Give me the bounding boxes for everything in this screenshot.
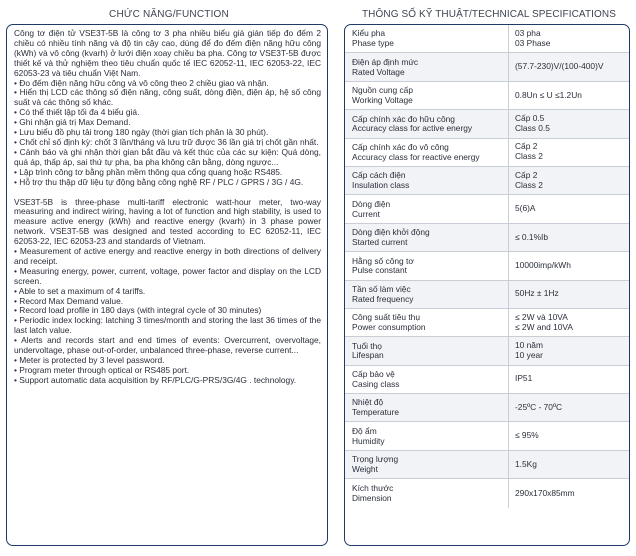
function-list-en (14, 247, 321, 386)
spec-label-en: Current (352, 208, 380, 219)
function-bullet: • Record load profile in 180 days (with integral cycle of 30 minutes) (14, 306, 321, 316)
spec-label (345, 224, 509, 251)
spec-value-line: 1.5Kg (515, 458, 537, 469)
spec-value (509, 25, 629, 52)
spec-label (345, 422, 509, 449)
spec-label-en: Insulation class (352, 180, 410, 191)
spec-value-line: 5(6)A (515, 203, 536, 214)
spec-value-line: Cấp 2 (515, 141, 538, 152)
spec-label-vi: Tần số làm việc (352, 283, 411, 294)
spec-value-line: ≤ 2W and 10VA (515, 321, 573, 332)
spec-label-en: Casing class (352, 378, 400, 389)
spec-label-vi: Cấp bảo vệ (352, 369, 395, 380)
spec-label (345, 366, 509, 393)
function-bullet: • Cảnh báo và ghi nhận thời gian bắt đầu và kết thúc của các sự kiện: Quá dòng, quá áp, thấp áp, sai thứ tự pha, ba pha không cân bằng, dòng ngược... (14, 148, 321, 168)
spec-row (345, 224, 629, 252)
function-bullet: • Có thể thiết lập tối đa 4 biểu giá. (14, 108, 321, 118)
spec-row (345, 252, 629, 280)
spec-value-line: 290x170x85mm (515, 487, 575, 498)
function-bullet: • Measurement of active energy and reactive energy in both directions of delivery and receipt. (14, 247, 321, 267)
spec-label (345, 309, 509, 336)
spec-label (345, 394, 509, 421)
spec-label-en: Accuracy class for active energy (352, 123, 473, 134)
function-bullet: • Record Max Demand value. (14, 297, 321, 307)
spec-value-line: ≤ 0.1%Ib (515, 231, 548, 242)
spec-label-en: Power consumption (352, 322, 426, 333)
spec-value (509, 394, 629, 421)
spec-label (345, 25, 509, 52)
spec-row (345, 110, 629, 138)
spec-label (345, 337, 509, 364)
spec-label (345, 451, 509, 478)
spec-value-line: IP51 (515, 373, 533, 384)
function-intro-vi: Công tơ điện tử VSE3T-5B là công tơ 3 pha nhiều biểu giá gián tiếp đo đếm 2 chiều có nhiều tính năng và độ tin cậy cao, dùng để đo đếm điện năng hữu công (kWh) và vô công (kvarh) ở lưới điện xoay chiều ba pha. Công tơ VSE3T-5B được thiết kế và thử nghiệm theo tiêu chuẩn quốc tế IEC 62052-11, IEC 62053-22, IEC 62053-23 và tiêu chuẩn Việt Nam. (14, 28, 321, 78)
spec-value-line: Cấp 2 (515, 169, 538, 180)
function-bullet: • Periodic index locking: latching 3 times/month and storing the last 36 times of the last latch value. (14, 316, 321, 336)
spec-label-vi: Hằng số công tơ (352, 255, 414, 266)
spec-row (345, 309, 629, 337)
spec-label-en: Phase type (352, 38, 394, 49)
function-bullet: • Program meter through optical or RS485 port. (14, 366, 321, 376)
spec-value-line: -25ºC - 70ºC (515, 401, 563, 412)
spec-label-vi: Độ ẩm (352, 425, 377, 436)
spec-label-en: Dimension (352, 492, 392, 503)
spec-value-line: (57.7-230)V/(100-400)V (515, 61, 604, 72)
spec-label-vi: Nhiệt độ (352, 397, 384, 408)
function-bullet: • Lưu biểu đồ phụ tải trong 180 ngày (thời gian tích phân là 30 phút). (14, 128, 321, 138)
spec-label-vi: Kiểu pha (352, 28, 386, 39)
spec-value (509, 337, 629, 364)
spec-value-line: ≤ 2W và 10VA (515, 311, 568, 322)
spec-value (509, 252, 629, 279)
spec-label (345, 195, 509, 222)
spec-label-vi: Kích thước (352, 483, 394, 494)
spec-value-line: 10 year (515, 349, 543, 360)
spec-value (509, 479, 629, 507)
spec-value (509, 281, 629, 308)
spec-value-line: 03 Phase (515, 37, 551, 48)
spec-label-vi: Công suất tiêu thụ (352, 312, 420, 323)
spec-value (509, 139, 629, 166)
function-bullet: • Meter is protected by 3 level password. (14, 356, 321, 366)
function-bullet: • Hiển thị LCD các thông số điện năng, công suất, dòng điện, điện áp, hệ số công suất và các thông số khác. (14, 88, 321, 108)
spec-value (509, 451, 629, 478)
function-bullet: • Lập trình công tơ bằng phần mềm thông qua cổng quang hoặc RS485. (14, 168, 321, 178)
function-bullet: • Able to set a maximum of 4 tariffs. (14, 287, 321, 297)
spec-row (345, 479, 629, 507)
spec-label-en: Temperature (352, 407, 400, 418)
spec-row (345, 25, 629, 53)
spec-label (345, 139, 509, 166)
function-panel (6, 24, 328, 546)
spec-label (345, 167, 509, 194)
function-bullet: • Measuring energy, power, current, voltage, power factor and display on the LCD screen. (14, 267, 321, 287)
spec-row (345, 139, 629, 167)
spec-value-line: 0.8Un ≤ U ≤1.2Un (515, 89, 582, 100)
spec-label-vi: Nguồn cung cấp (352, 85, 413, 96)
spec-value-line: Cấp 0.5 (515, 113, 545, 124)
spec-value (509, 224, 629, 251)
spec-label-vi: Điện áp định mức (352, 56, 419, 67)
spec-value-line: 50Hz ± 1Hz (515, 288, 559, 299)
spec-label-vi: Trọng lượng (352, 454, 399, 465)
spec-label-vi: Cấp chính xác đo hữu công (352, 113, 455, 124)
function-bullet: • Đo đếm điện năng hữu công và vô công theo 2 chiều giao và nhận. (14, 79, 321, 89)
spec-label (345, 479, 509, 507)
spec-label-en: Accuracy class for reactive energy (352, 151, 480, 162)
spec-value-line: Class 0.5 (515, 122, 550, 133)
function-list-vi (14, 79, 321, 188)
function-bullet: • Ghi nhận giá trị Max Demand. (14, 118, 321, 128)
function-bullet: • Support automatic data acquisition by RF/PLC/G-PRS/3G/4G . technology. (14, 376, 321, 386)
function-intro-en: VSE3T-5B is three-phase multi-tariff electronic watt-hour meter, two-way measuring and indirect wiring, having a lot of function and high stability, is used to measure active energy (kWh) and reactive energy (kvarh) in 3 phase power network. VSE3T-5B was designed and tested according to EC 62052-11, IEC 62053-22, IEC 62053-23 and standards of Vietnam. (14, 196, 321, 247)
specs-table (344, 24, 630, 546)
function-title: CHỨC NĂNG/FUNCTION (109, 9, 229, 20)
function-bullet: • Alerts and records start and end times of events: Overcurrent, overvoltage, undervoltage, phase out-of-order, unbalanced three-phase, reverse current... (14, 336, 321, 356)
spec-label-vi: Dòng điện khởi động (352, 227, 430, 238)
spec-label-en: Rated Voltage (352, 66, 405, 77)
spec-value-line: 10000imp/kWh (515, 259, 571, 270)
spec-row (345, 422, 629, 450)
spec-label-vi: Cấp cách điện (352, 170, 406, 181)
spec-label-en: Started current (352, 236, 408, 247)
spec-label (345, 252, 509, 279)
function-bullet: • Hỗ trợ thu thập dữ liệu tự động bằng công nghệ RF / PLC / GPRS / 3G / 4G. (14, 178, 321, 188)
spec-label-en: Humidity (352, 435, 385, 446)
spec-row (345, 451, 629, 479)
spec-label-vi: Cấp chính xác đo vô công (352, 141, 449, 152)
spec-label (345, 281, 509, 308)
spec-label (345, 53, 509, 80)
spec-label (345, 110, 509, 137)
spec-label-en: Rated frequency (352, 293, 414, 304)
spec-value-line: Class 2 (515, 151, 543, 162)
spec-row (345, 167, 629, 195)
spec-value (509, 309, 629, 336)
spec-row (345, 281, 629, 309)
spec-value-line: Class 2 (515, 179, 543, 190)
spec-label-en: Lifespan (352, 350, 384, 361)
spec-label-en: Pulse constant (352, 265, 407, 276)
spec-row (345, 53, 629, 81)
function-bullet: • Chốt chỉ số định kỳ: chốt 3 lần/tháng và lưu trữ được 36 lần giá trị chốt gần nhất. (14, 138, 321, 148)
spec-label (345, 82, 509, 109)
spec-row (345, 82, 629, 110)
spec-label-en: Working Voltage (352, 94, 413, 105)
spec-label-vi: Tuổi thọ (352, 340, 382, 351)
spec-row (345, 337, 629, 365)
spec-value-line: 10 năm (515, 340, 543, 351)
spec-value-line: 03 pha (515, 27, 541, 38)
spec-value (509, 167, 629, 194)
spec-row (345, 394, 629, 422)
spec-row (345, 195, 629, 223)
spec-value (509, 366, 629, 393)
specs-title: THÔNG SỐ KỸ THUẬT/TECHNICAL SPECIFICATIONS (361, 9, 617, 20)
spec-value-line: ≤ 95% (515, 430, 539, 441)
spec-label-en: Weight (352, 464, 378, 475)
spec-value (509, 82, 629, 109)
spec-row (345, 366, 629, 394)
spec-label-vi: Dòng điện (352, 198, 391, 209)
spec-value (509, 422, 629, 449)
spec-value (509, 53, 629, 80)
spec-value (509, 195, 629, 222)
spec-value (509, 110, 629, 137)
